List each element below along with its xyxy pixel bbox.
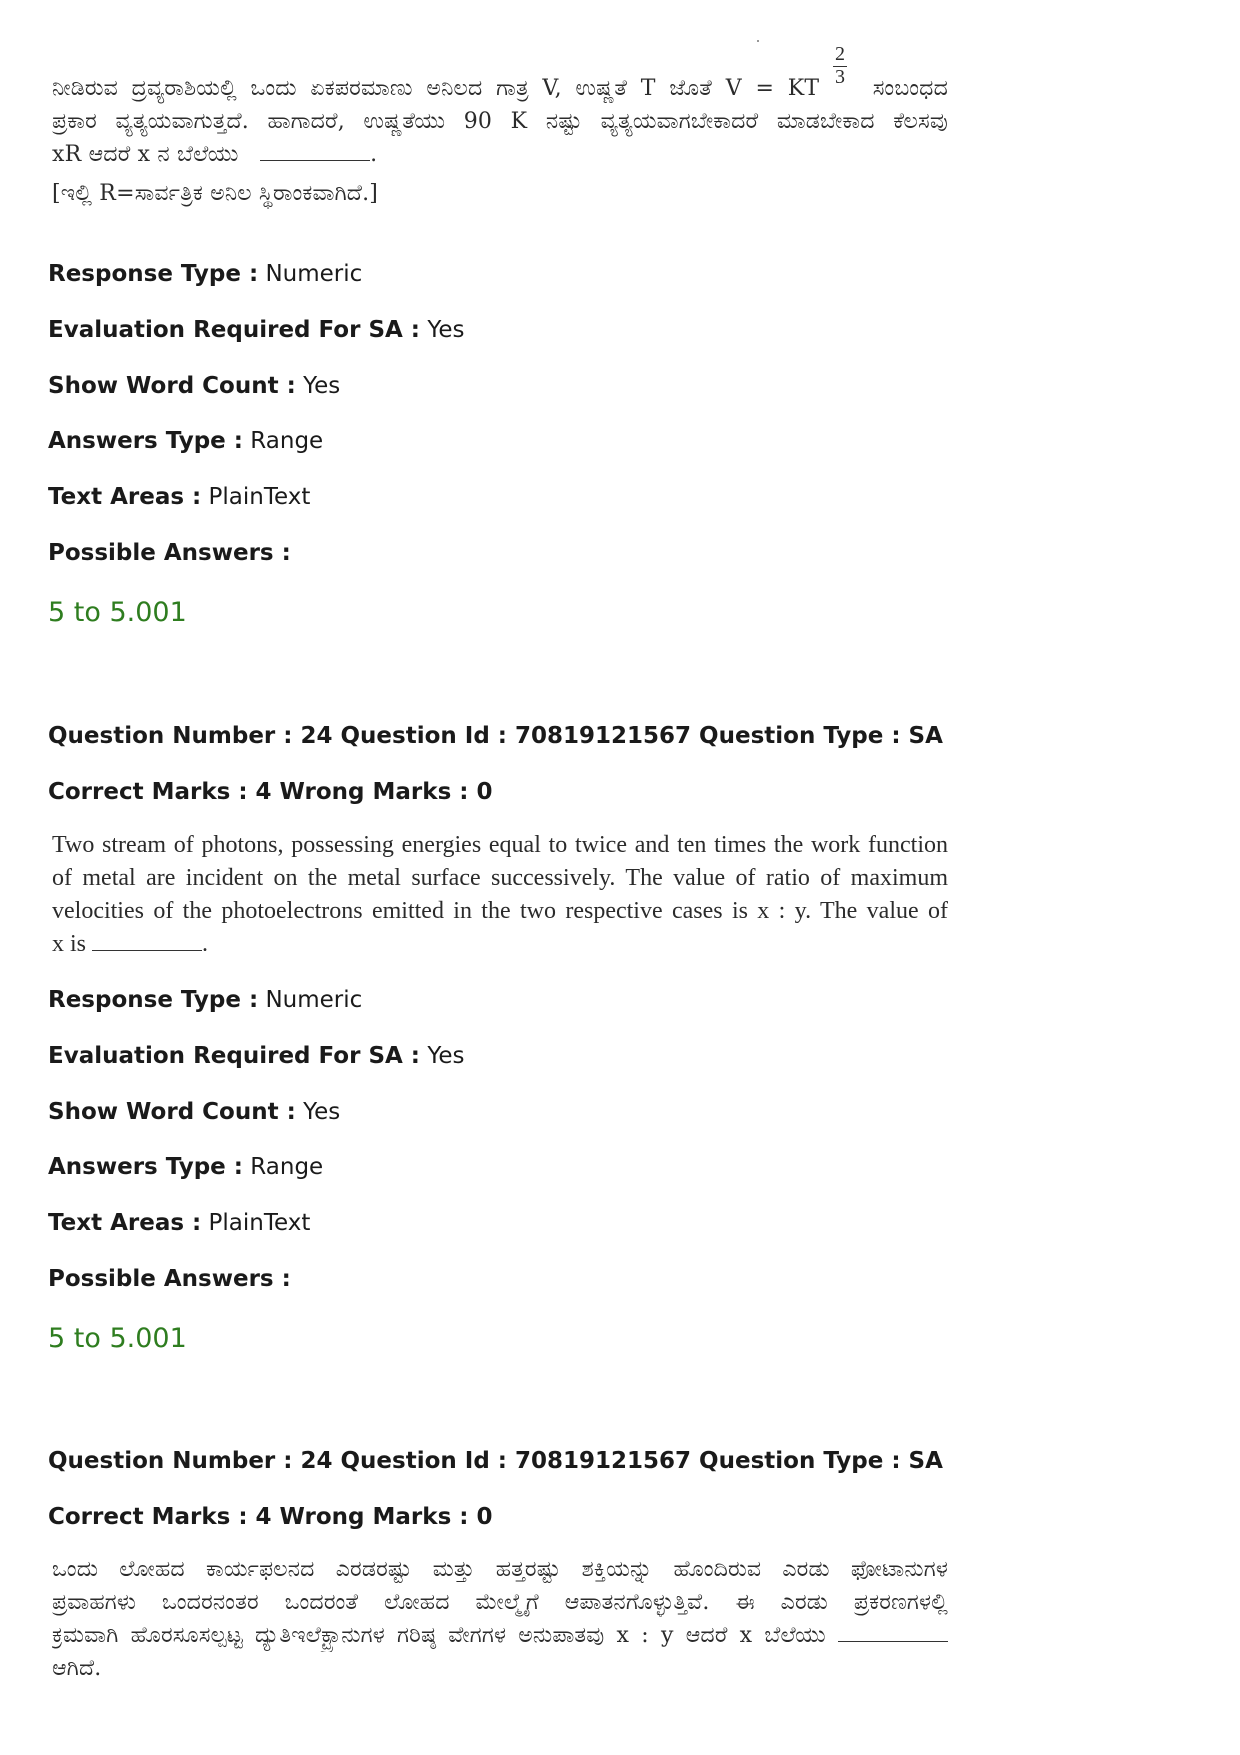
show-word-count-label: Show Word Count : [48,1099,296,1125]
response-type-row [48,259,362,289]
question-header: Question Number : 24 Question Id : 70819121567 Question Type : SA [48,1448,943,1474]
answers-type-label: Answers Type : [48,428,243,454]
answers-type-row [48,426,323,456]
question-image-line: x is . [52,931,209,957]
response-type-label: Response Type : [48,987,259,1013]
answer-blank [838,1623,948,1642]
answer-blank [260,142,370,161]
possible-answers-label: Possible Answers : [48,1266,291,1292]
possible-answer-value: 5 to 5.001 [48,597,187,628]
answers-type-label: Answers Type : [48,1154,243,1180]
question-image-line: velocities of the photoelectrons emitted in the two respective cases is x : y. The value of [52,898,948,924]
evaluation-required-label: Evaluation Required For SA : [48,317,421,343]
answers-type-row [48,1152,323,1182]
answers-type-value: Range [250,428,324,454]
possible-answer-value: 5 to 5.001 [48,1323,187,1354]
possible-answers-row [48,1264,291,1294]
answer-blank [92,932,202,951]
show-word-count-row [48,371,340,401]
text-areas-value: PlainText [208,484,311,510]
text-areas-row [48,1208,310,1238]
question-image-line: [ಇಲ್ಲಿ R=ಸಾರ್ವತ್ರಿಕ ಅನಿಲ ಸ್ಥಿರಾಂಕವಾಗಿದೆ.] [52,181,379,206]
response-type-value: Numeric [265,261,363,287]
question-image-line: ಪ್ರವಾಹಗಳು ಒಂದರನಂತರ ಒಂದರಂತೆ ಲೋಹದ ಮೇಲ್ಮೈಗೆ ಆಪಾತನಗೊಳ್ಳುತ್ತಿವೆ. ಈ ಎರಡು ಪ್ರಕರಣಗಳಲ್ಲಿ [52,1590,948,1615]
evaluation-required-value: Yes [427,1043,465,1069]
question-image-line-suffix: ಸಂಬಂಧದ [872,76,948,101]
show-word-count-value: Yes [303,1099,341,1125]
answers-type-value: Range [250,1154,324,1180]
question-image-line: ಒಂದು ಲೋಹದ ಕಾರ್ಯಫಲನದ ಎರಡರಷ್ಟು ಮತ್ತು ಹತ್ತರಷ್ಟು ಶಕ್ತಿಯನ್ನು ಹೊಂದಿರುವ ಎರಡು ಫೋಟಾನುಗಳ [52,1557,948,1582]
question-image-line: of metal are incident on the metal surface successively. The value of ratio of maximum [52,865,948,891]
text-areas-row [48,482,310,512]
exponent-numerator: 2 [835,43,845,65]
show-word-count-label: Show Word Count : [48,373,296,399]
response-type-value: Numeric [265,987,363,1013]
evaluation-required-label: Evaluation Required For SA : [48,1043,421,1069]
evaluation-required-value: Yes [427,317,465,343]
question-image-line: Two stream of photons, possessing energies equal to twice and ten times the work function [52,832,948,858]
question-marks: Correct Marks : 4 Wrong Marks : 0 [48,779,493,805]
scan-speck [757,40,759,42]
evaluation-required-row [48,1041,464,1071]
show-word-count-value: Yes [303,373,341,399]
evaluation-required-row [48,315,464,345]
text-areas-label: Text Areas : [48,1210,202,1236]
text-areas-value: PlainText [208,1210,311,1236]
question-image-line: xR ಆದರೆ x ನ ಬೆಲೆಯು . [52,142,378,167]
possible-answers-label: Possible Answers : [48,540,291,566]
question-image-line: ಕ್ರಮವಾಗಿ ಹೊರಸೂಸಲ್ಪಟ್ಟ ದ್ಯುತಿಇಲೆಕ್ಟ್ರಾನುಗಳ ಗರಿಷ್ಠ ವೇಗಗಳ ಅನುಪಾತವು x : y ಆದರೆ x ಬೆಲೆಯು [52,1619,948,1652]
question-image-kannada-2 [52,1553,948,1685]
show-word-count-row [48,1097,340,1127]
question-marks: Correct Marks : 4 Wrong Marks : 0 [48,1504,493,1530]
question-image-line: ನೀಡಿರುವ ದ್ರವ್ಯರಾಶಿಯಲ್ಲಿ ಒಂದು ಏಕಪರಮಾಣು ಅನಿಲದ ಗಾತ್ರ V, ಉಷ್ಣತೆ T ಜೊತೆ V = KT ಸಂಬಂಧದ [52,76,948,101]
question-image-line: ಆಗಿದೆ. [52,1656,102,1681]
response-type-row [48,985,362,1015]
response-type-label: Response Type : [48,261,259,287]
question-image-line: ಪ್ರಕಾರ ವ್ಯತ್ಯಯವಾಗುತ್ತದೆ. ಹಾಗಾದರೆ, ಉಷ್ಣತೆಯು 90 K ನಷ್ಟು ವ್ಯತ್ಯಯವಾಗಬೇಕಾದರೆ ಮಾಡಬೇಕಾದ ಕೆಲಸವು [52,109,948,134]
question-image-kannada-1 [52,72,948,210]
question-image-english [52,829,948,961]
question-header: Question Number : 24 Question Id : 70819121567 Question Type : SA [48,723,943,749]
possible-answers-row [48,538,291,568]
text-areas-label: Text Areas : [48,484,202,510]
exponent-denominator: 3 [835,66,845,88]
